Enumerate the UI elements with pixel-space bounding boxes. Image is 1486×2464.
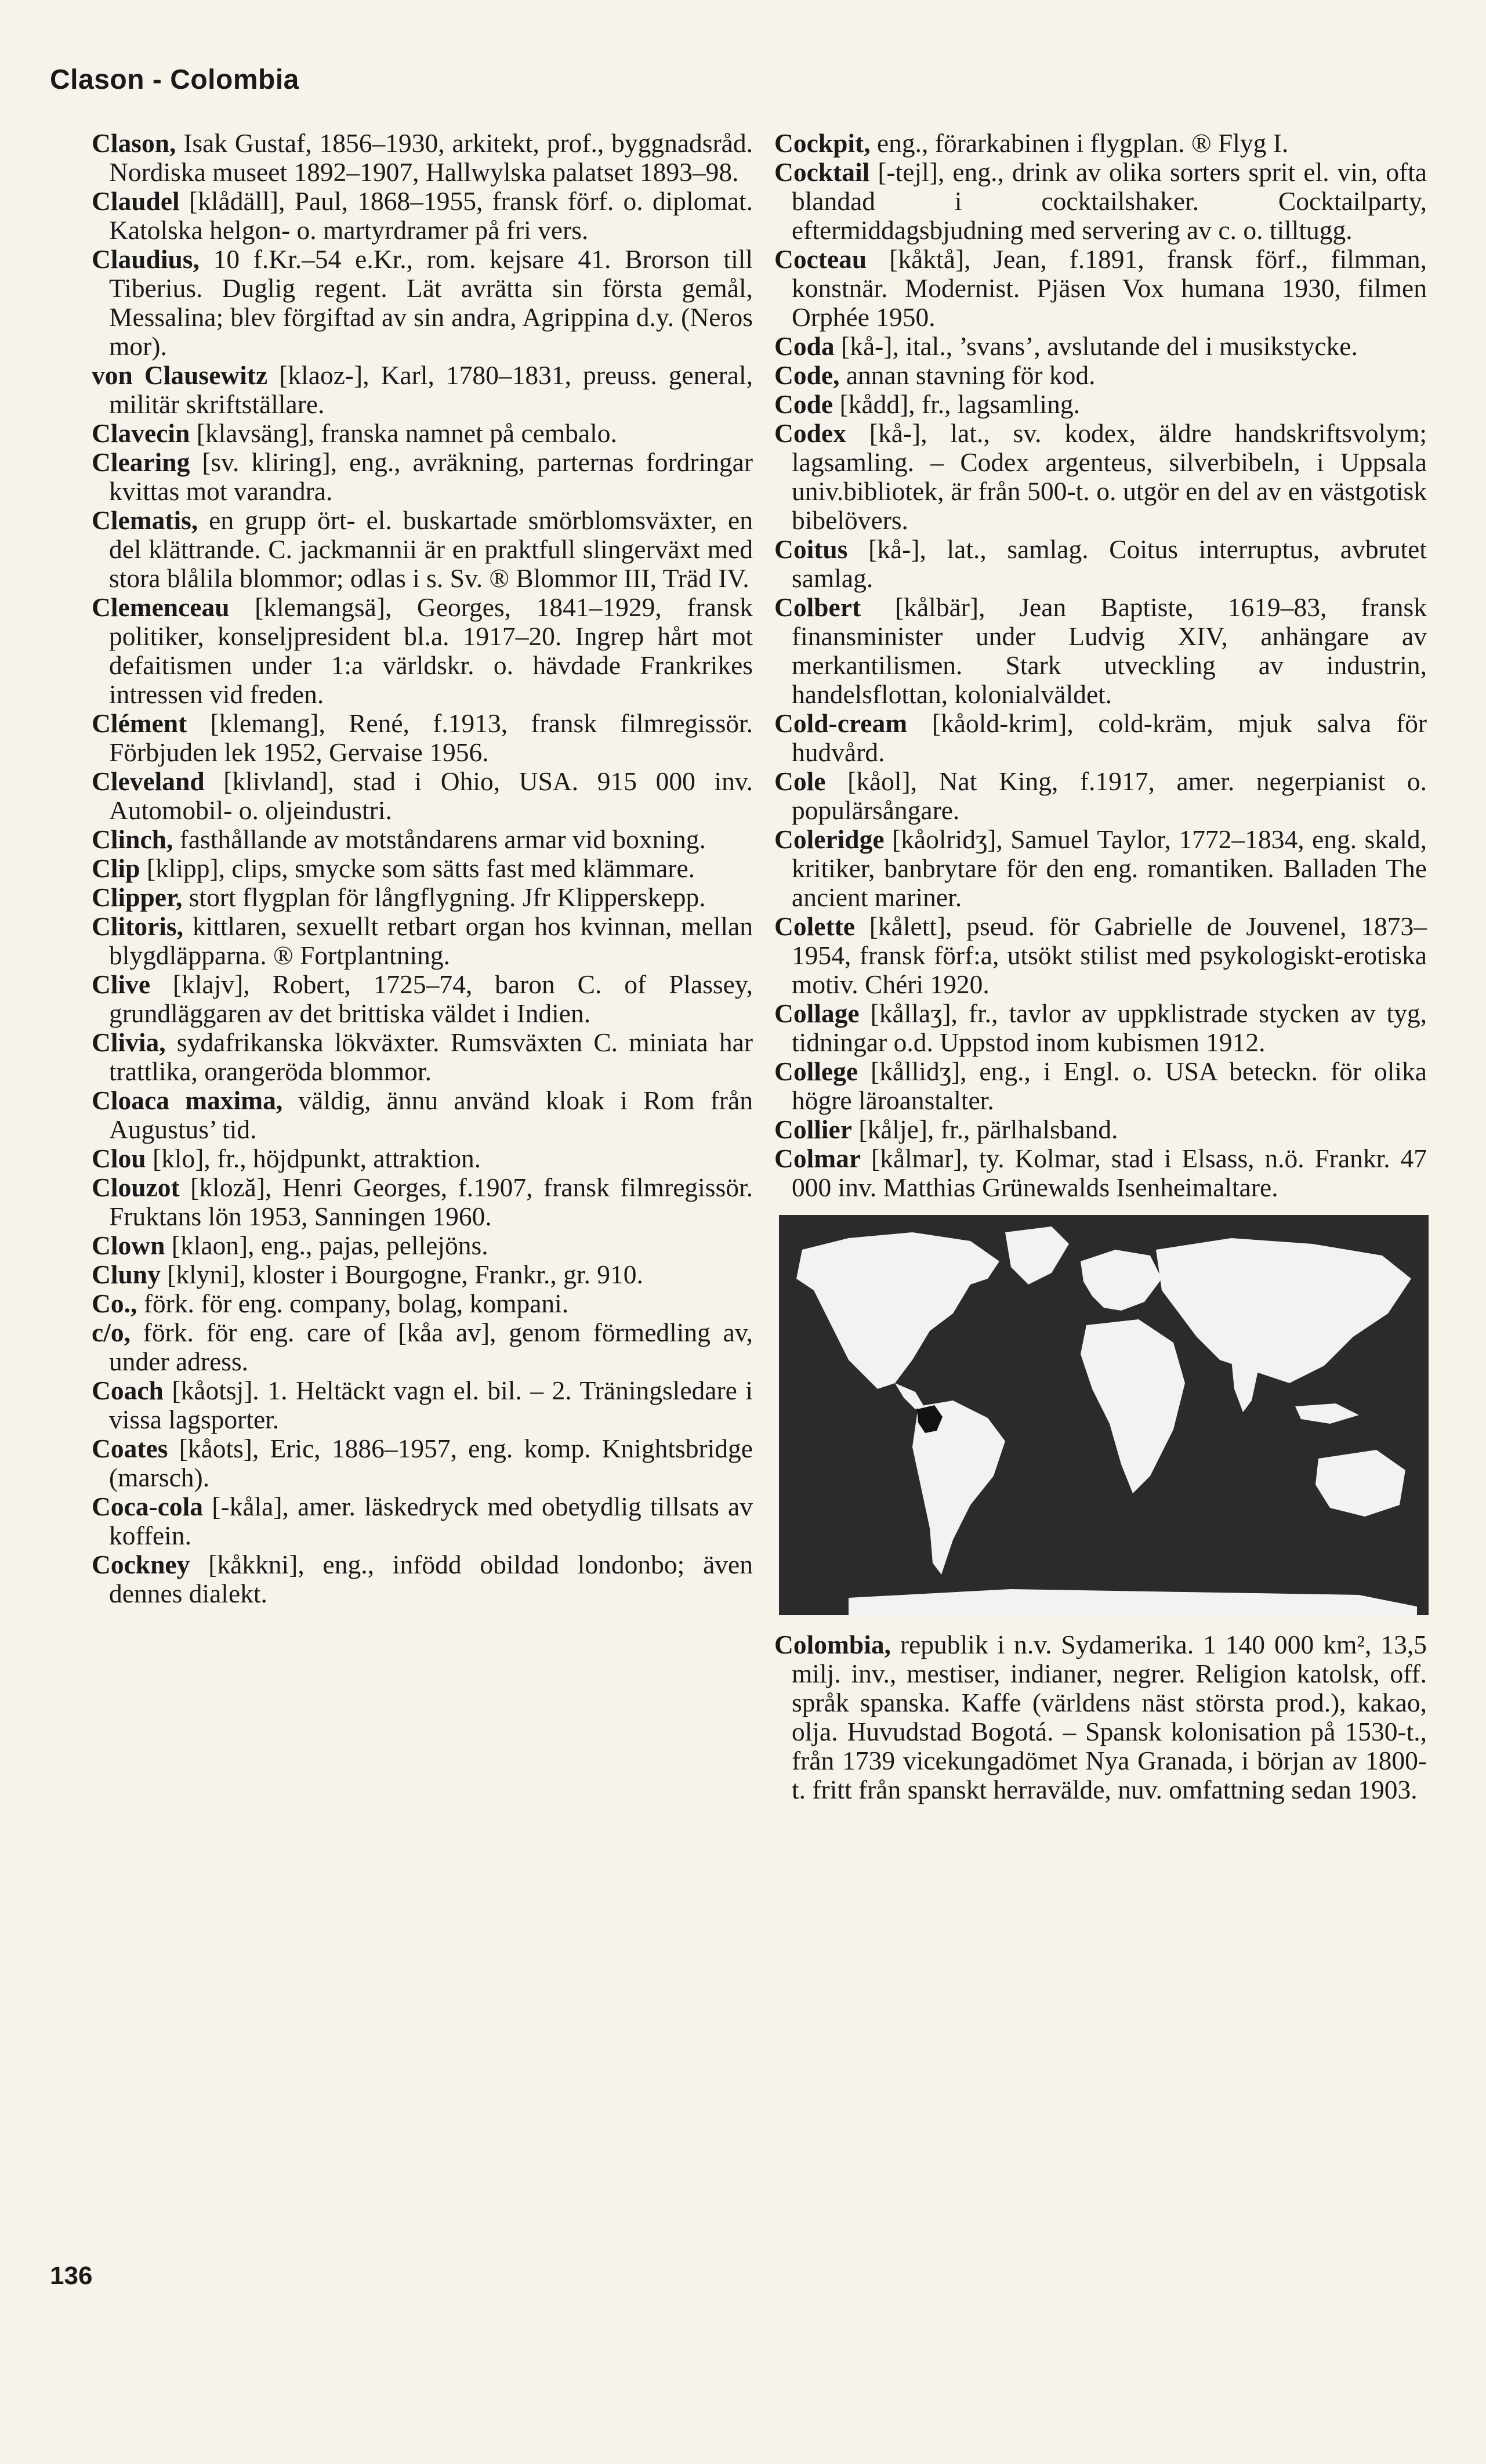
entry-definition: [sv. kliring], eng., avräkning, parternas fordringar kvittas mot varandra.: [109, 447, 753, 506]
entry-definition: [klemangsä], Georges, 1841–1929, fransk politiker, konseljpresident bl.a. 1917–20. Ingrep hårt mot defaitismen under 1:a världskr. o. hävdade Frankrikes intressen vid freden.: [109, 592, 753, 709]
entry-headword: Clematis,: [92, 505, 198, 535]
entry-headword: Coates: [92, 1434, 168, 1463]
entry-headword: Clivia,: [92, 1027, 166, 1057]
entry-headword: Clason,: [92, 128, 176, 158]
dictionary-entry: [92, 1318, 753, 1376]
entry-definition: [kåold-krim], cold-kräm, mjuk salva för hudvård.: [792, 708, 1427, 767]
entry-headword: Clown: [92, 1231, 165, 1260]
dictionary-entry: [774, 767, 1427, 825]
entry-definition: [klyni], kloster i Bourgogne, Frankr., gr. 910.: [160, 1260, 643, 1289]
left-column: [92, 129, 753, 1608]
dictionary-entry: [92, 506, 753, 593]
entry-definition: eng., förarkabinen i flygplan. ® Flyg I.: [870, 128, 1289, 158]
dictionary-entry: [774, 332, 1427, 361]
dictionary-entry: [774, 1630, 1427, 1804]
entry-definition: [-tejl], eng., drink av olika sorters sprit el. vin, ofta blandad i cocktailshaker. Cocktailparty, eftermiddagsbjudning med servering av c. o. tilltugg.: [792, 157, 1427, 245]
dictionary-entry: [92, 1173, 753, 1231]
entry-headword: Cloaca maxima,: [92, 1086, 283, 1115]
entry-definition: en grupp ört- el. buskartade smörblomsväxter, en del klättrande. C. jackmannii är en praktfull slingerväxt med stora blålila blommor; odlas i s. Sv. ® Blommor III, Träd IV.: [109, 505, 753, 593]
entry-definition: Isak Gustaf, 1856–1930, arkitekt, prof., byggnadsråd. Nordiska museet 1892–1907, Hallwylska palatset 1893–98.: [109, 128, 753, 187]
entry-headword: Coach: [92, 1376, 164, 1405]
entry-headword: c/o,: [92, 1318, 131, 1347]
dictionary-entry: [92, 854, 753, 883]
entry-headword: Coca-cola: [92, 1492, 204, 1521]
entry-headword: Cockpit,: [774, 128, 871, 158]
entry-headword: Claudius,: [92, 244, 200, 274]
entry-headword: Colombia,: [774, 1630, 891, 1659]
entry-definition: [kålmar], ty. Kolmar, stad i Elsass, n.ö. Frankr. 47 000 inv. Matthias Grünewalds Isenheimaltare.: [792, 1144, 1427, 1202]
dictionary-entry: [774, 419, 1427, 535]
entry-definition: kittlaren, sexuellt retbart organ hos kvinnan, mellan blygdläpparna. ® Fortplantning.: [109, 911, 753, 970]
dictionary-entry: [774, 158, 1427, 245]
entry-definition: [kållaʒ], fr., tavlor av uppklistrade stycken av tyg, tidningar o.d. Uppstod inom kubismen 1912.: [792, 998, 1427, 1057]
dictionary-entry: [774, 593, 1427, 709]
entry-definition: [kloză], Henri Georges, f.1907, fransk filmregissör. Fruktans lön 1953, Sanningen 1960.: [109, 1173, 753, 1231]
entry-headword: Co.,: [92, 1289, 137, 1318]
entry-headword: Cocteau: [774, 244, 867, 274]
entry-definition: stort flygplan för långflygning. Jfr Klipperskepp.: [182, 882, 706, 912]
dictionary-entry: [92, 1550, 753, 1608]
entry-definition: annan stavning för kod.: [839, 360, 1096, 390]
entry-headword: Clinch,: [92, 824, 173, 854]
dictionary-entry: [774, 1115, 1427, 1144]
entry-definition: [kåktå], Jean, f.1891, fransk förf., filmman, konstnär. Modernist. Pjäsen Vox humana 1930, filmen Orphée 1950.: [792, 244, 1427, 332]
entry-definition: [klaon], eng., pajas, pellejöns.: [165, 1231, 488, 1260]
entry-definition: [klo], fr., höjdpunkt, attraktion.: [146, 1144, 481, 1173]
dictionary-entry: [774, 825, 1427, 912]
dictionary-entry: [774, 245, 1427, 332]
entry-headword: Clou: [92, 1144, 146, 1173]
entry-definition: 10 f.Kr.–54 e.Kr., rom. kejsare 41. Brorson till Tiberius. Duglig regent. Lät avrätta sin första gemål, Messalina; blev förgiftad av sin andra, Agrippina d.y. (Neros mor).: [109, 244, 753, 361]
entry-headword: Coda: [774, 331, 835, 361]
entry-headword: College: [774, 1056, 858, 1086]
entry-definition: förk. för eng. company, bolag, kompani.: [137, 1289, 569, 1318]
entry-headword: Colette: [774, 911, 855, 941]
entry-headword: Clemenceau: [92, 592, 230, 622]
entry-headword: Clipper,: [92, 882, 183, 912]
dictionary-entry: [774, 999, 1427, 1057]
entry-headword: Cluny: [92, 1260, 161, 1289]
dictionary-entry: [92, 448, 753, 506]
entry-headword: Clive: [92, 969, 151, 999]
running-header: Clason - Colombia: [50, 64, 299, 95]
dictionary-entry: [774, 390, 1427, 419]
dictionary-entry: [92, 912, 753, 970]
dictionary-entry: [92, 361, 753, 419]
entry-headword: Codex: [774, 418, 846, 448]
dictionary-entry: [92, 767, 753, 825]
dictionary-entry: [92, 709, 753, 767]
dictionary-entry: [92, 1028, 753, 1086]
entry-headword: Cocktail: [774, 157, 870, 187]
right-column-top-entries: [774, 129, 1427, 1202]
entry-headword: Clavecin: [92, 418, 190, 448]
entry-definition: [kålbär], Jean Baptiste, 1619–83, fransk finansminister under Ludvig XIV, anhängare av merkantilismen. Stark utveckling av industrin, handelsflottan, kolonialväldet.: [792, 592, 1427, 709]
dictionary-entry: [92, 1492, 753, 1550]
entry-headword: Code: [774, 389, 833, 419]
entry-headword: Colbert: [774, 592, 861, 622]
entry-headword: Cockney: [92, 1550, 190, 1579]
dictionary-entry: [774, 1144, 1427, 1202]
dictionary-entry: [774, 129, 1427, 158]
entry-headword: von Clausewitz: [92, 360, 268, 390]
entry-definition: [kåol], Nat King, f.1917, amer. negerpianist o. populärsångare.: [792, 766, 1427, 825]
dictionary-entry: [92, 593, 753, 709]
entry-headword: Claudel: [92, 186, 180, 216]
entry-definition: [klemang], René, f.1913, fransk filmregissör. Förbjuden lek 1952, Gervaise 1956.: [109, 708, 753, 767]
page-number: 136: [50, 2262, 93, 2290]
entry-definition: [kå-], lat., sv. kodex, äldre handskriftsvolym; lagsamling. – Codex argenteus, silverbibeln, i Uppsala univ.bibliotek, är från 500-t. o. utgör en del av en västgotisk bibelövers.: [792, 418, 1427, 535]
world-map-svg: [779, 1215, 1429, 1615]
dictionary-entry: [774, 1057, 1427, 1115]
entry-definition: [kåkkni], eng., infödd obildad londonbo; även dennes dialekt.: [109, 1550, 753, 1608]
entry-headword: Cold-cream: [774, 708, 908, 738]
entry-definition: [kådd], fr., lagsamling.: [833, 389, 1080, 419]
entry-definition: förk. för eng. care of [kåa av], genom förmedling av, under adress.: [109, 1318, 753, 1376]
entry-definition: [-kåla], amer. läskedryck med obetydlig tillsats av koffein.: [109, 1492, 753, 1550]
entry-definition: [kålje], fr., pärlhalsband.: [851, 1115, 1118, 1144]
entry-definition: [kålett], pseud. för Gabrielle de Jouvenel, 1873–1954, fransk förf:a, utsökt stilist med psykologiskt-erotiska motiv. Chéri 1920.: [792, 911, 1427, 999]
entry-definition: republik i n.v. Sydamerika. 1 140 000 km², 13,5 milj. inv., mestiser, indianer, negrer. Religion katolsk, off. språk spanska. Kaffe (världens näst största prod.), kakao, olja. Huvudstad Bogotá. – Spansk kolonisation på 1530-t., från 1739 vicekungadömet Nya Granada, i början av 1800-t. fritt från spanskt herravälde, nuv. omfattning sedan 1903.: [792, 1630, 1427, 1804]
dictionary-entry: [774, 709, 1427, 767]
entry-headword: Collier: [774, 1115, 852, 1144]
entry-headword: Clouzot: [92, 1173, 180, 1202]
dictionary-entry: [92, 1434, 753, 1492]
entry-headword: Cleveland: [92, 766, 205, 796]
entry-headword: Colmar: [774, 1144, 861, 1173]
dictionary-entry: [92, 1144, 753, 1173]
right-column: [774, 129, 1427, 1804]
entry-definition: [klivland], stad i Ohio, USA. 915 000 inv. Automobil- o. oljeindustri.: [109, 766, 753, 825]
dictionary-entry: [92, 1260, 753, 1289]
entry-definition: [kå-], lat., samlag. Coitus interruptus, avbrutet samlag.: [792, 534, 1427, 593]
dictionary-entry: [774, 361, 1427, 390]
entry-definition: [klådäll], Paul, 1868–1955, fransk förf. o. diplomat. Katolska helgon- o. martyrdramer på fri vers.: [109, 186, 753, 245]
entry-definition: [kåolridʒ], Samuel Taylor, 1772–1834, eng. skald, kritiker, banbrytare för den eng. romantiken. Balladen The ancient mariner.: [792, 824, 1427, 912]
dictionary-entry: [92, 187, 753, 245]
entry-headword: Coitus: [774, 534, 848, 564]
dictionary-entry: [92, 245, 753, 361]
entry-definition: [kåots], Eric, 1886–1957, eng. komp. Knightsbridge (marsch).: [109, 1434, 753, 1492]
dictionary-entry: [92, 419, 753, 448]
dictionary-entry: [92, 883, 753, 912]
entry-definition: [kållidʒ], eng., i Engl. o. USA beteckn. för olika högre läroanstalter.: [792, 1056, 1427, 1115]
entry-definition: väldig, ännu använd kloak i Rom från Augustus’ tid.: [109, 1086, 753, 1144]
entry-definition: [klajv], Robert, 1725–74, baron C. of Plassey, grundläggaren av det brittiska väldet i Indien.: [109, 969, 753, 1028]
entry-definition: [klipp], clips, smycke som sätts fast med klämmare.: [140, 853, 695, 883]
entry-definition: sydafrikanska lökväxter. Rumsväxten C. miniata har trattlika, orangeröda blommor.: [109, 1027, 753, 1086]
right-column-bottom-entries: [774, 1630, 1427, 1804]
entry-headword: Clitoris,: [92, 911, 183, 941]
entry-headword: Collage: [774, 998, 860, 1028]
dictionary-entry: [92, 1376, 753, 1434]
dictionary-entry: [774, 535, 1427, 593]
dictionary-entry: [92, 1086, 753, 1144]
entry-headword: Cole: [774, 766, 826, 796]
world-map-figure: [779, 1215, 1429, 1615]
dictionary-entry: [774, 912, 1427, 999]
entry-definition: fasthållande av motståndarens armar vid boxning.: [173, 824, 706, 854]
entry-definition: [klaoz-], Karl, 1780–1831, preuss. general, militär skriftställare.: [109, 360, 753, 419]
entry-definition: [klavsäng], franska namnet på cembalo.: [190, 418, 617, 448]
entry-headword: Clément: [92, 708, 187, 738]
dictionary-entry: [92, 1231, 753, 1260]
entry-headword: Coleridge: [774, 824, 885, 854]
entry-headword: Clip: [92, 853, 140, 883]
entry-headword: Clearing: [92, 447, 190, 477]
dictionary-entry: [92, 129, 753, 187]
dictionary-entry: [92, 825, 753, 854]
dictionary-entry: [92, 1289, 753, 1318]
dictionary-entry: [92, 970, 753, 1028]
entry-definition: [kå-], ital., ’svans’, avslutande del i musikstycke.: [834, 331, 1358, 361]
entry-definition: [kåotsj]. 1. Heltäckt vagn el. bil. – 2. Träningsledare i vissa lagsporter.: [109, 1376, 753, 1434]
entry-headword: Code,: [774, 360, 840, 390]
